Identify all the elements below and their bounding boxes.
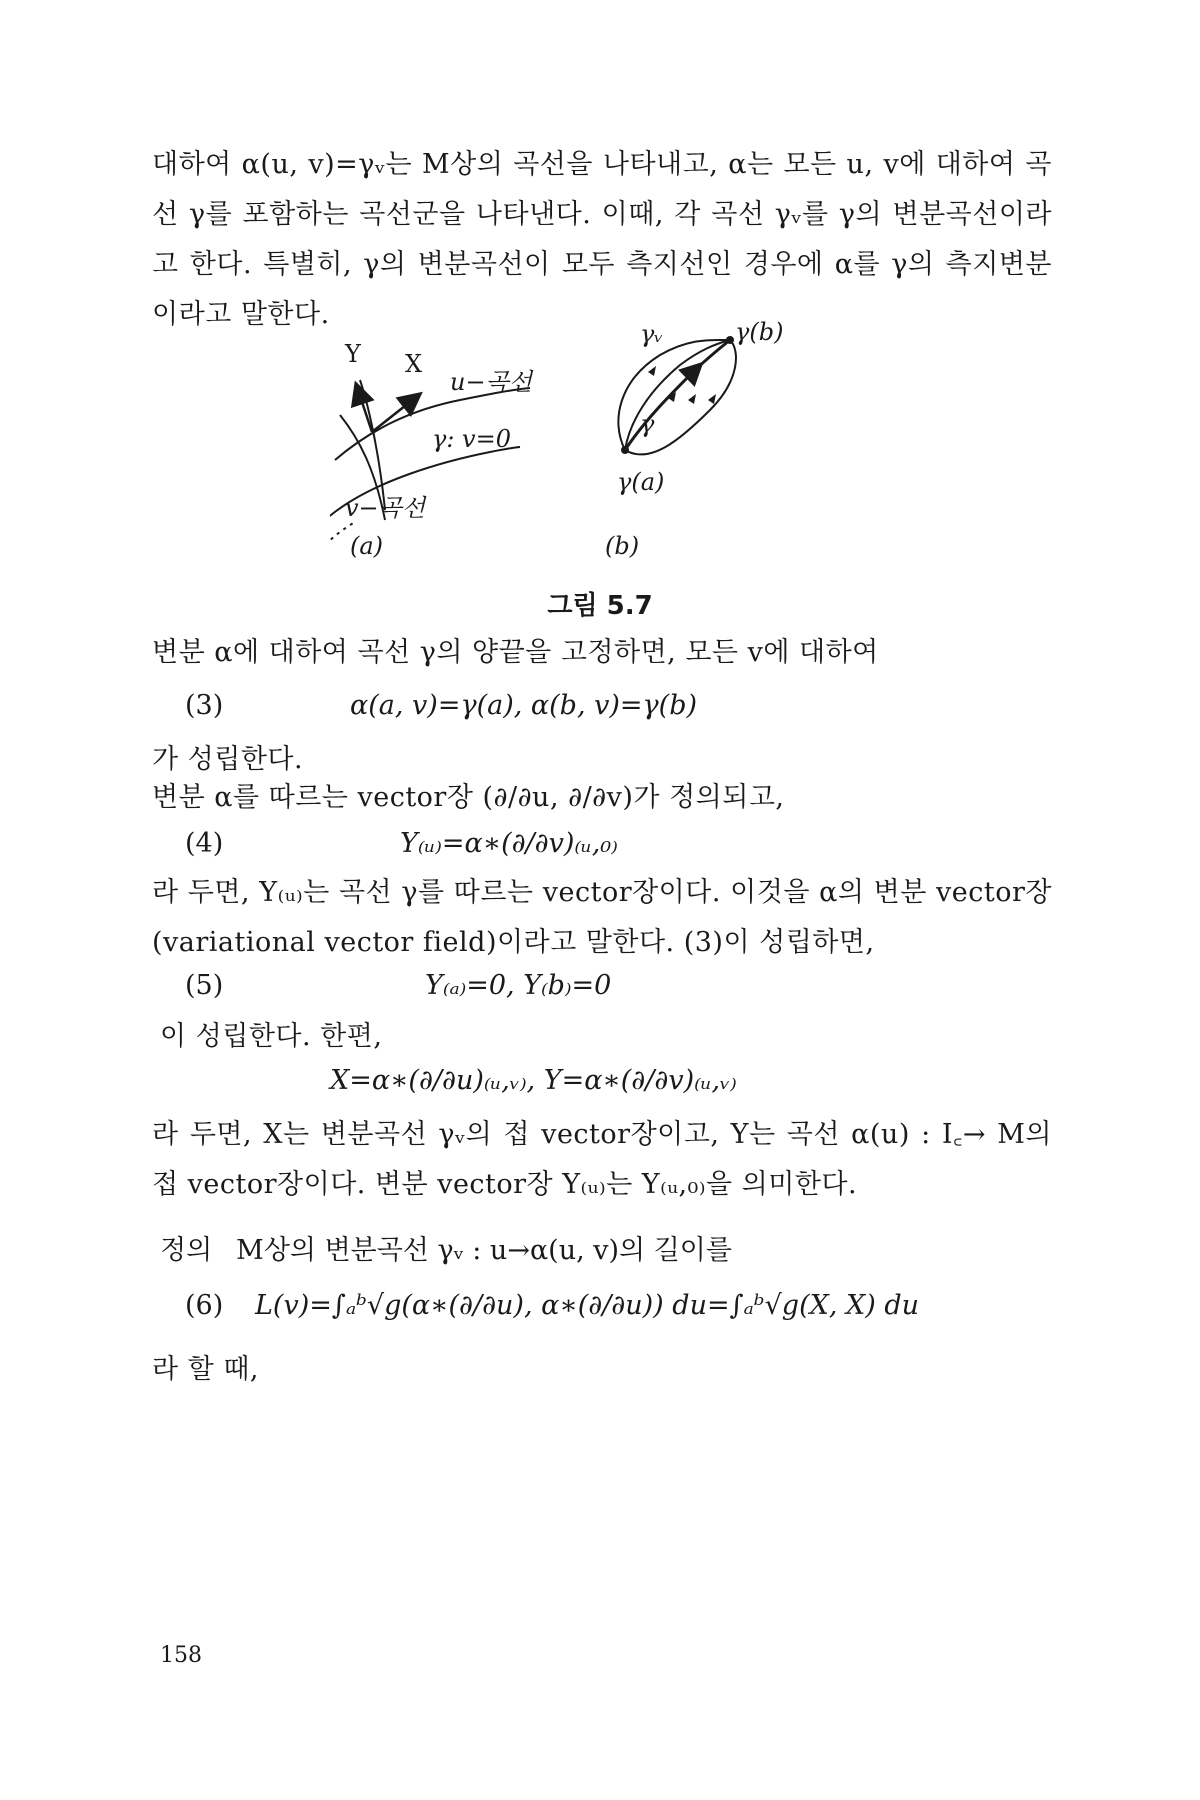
paragraph-meanwhile: 이 성립한다. 한편, bbox=[160, 1021, 383, 1052]
label-gamma-b: γ(b) bbox=[735, 318, 784, 346]
paragraph-variational-field: 라 두면, Y₍ᵤ₎는 곡선 γ를 따르는 vector장이다. 이것을 α의 변분 vector장(variational vector field)이라고 말한다. (3)이 성립하면, bbox=[152, 877, 1052, 958]
paragraph-holds: 가 성립한다. bbox=[152, 744, 304, 775]
equation-4-number: (4) bbox=[185, 828, 224, 859]
paragraph-tangent: 라 두면, X는 변분곡선 γᵥ의 접 vector장이고, Y는 곡선 α(u) : I꜀→ M의 접 vector장이다. 변분 vector장 Y₍ᵤ₎는 Y₍ᵤ,₀₎을 의미한다. bbox=[152, 1119, 1052, 1200]
equation-3: α(a, v)=γ(a), α(b, v)=γ(b) bbox=[350, 690, 698, 721]
equation-6: L(v)=∫ₐᵇ√g(α∗(∂/∂u), α∗(∂/∂u)) du=∫ₐᵇ√g(X, X) du bbox=[255, 1290, 920, 1321]
definition-label: 정의 bbox=[160, 1235, 213, 1266]
figure-b-label: (b) bbox=[605, 532, 640, 560]
equation-5-number: (5) bbox=[185, 970, 224, 1001]
equation-5: Y₍ₐ₎=0, Y₍b₎=0 bbox=[425, 970, 612, 1001]
label-y: Y bbox=[345, 340, 361, 368]
label-gamma-a: γ(a) bbox=[617, 468, 665, 496]
label-x: X bbox=[405, 350, 423, 378]
paragraph-intro: 대하여 α(u, v)=γᵥ는 M상의 곡선을 나타내고, α는 모든 u, v에 대하여 곡선 γ를 포함하는 곡선군을 나타낸다. 이때, 각 곡선 γᵥ를 γ의 변분곡선이라고 한다. 특별히, γ의 변분곡선이 모두 측지선인 경우에 α를 γ의 측지변분이라고 말한다. bbox=[152, 149, 1052, 330]
figure-caption: 그림 5.7 bbox=[547, 591, 653, 621]
equation-6-number: (6) bbox=[185, 1290, 224, 1321]
figure-a-label: (a) bbox=[350, 532, 384, 560]
label-gamma: γ bbox=[640, 410, 655, 438]
paragraph-vector-field: 변분 α를 따르는 vector장 (∂/∂u, ∂/∂v)가 정의되고, bbox=[152, 782, 785, 813]
label-gamma-v: γᵥ bbox=[640, 320, 664, 348]
definition-text: M상의 변분곡선 γᵥ : u→α(u, v)의 길이를 bbox=[236, 1235, 732, 1266]
label-gamma-v0: γ: v=0 bbox=[432, 425, 511, 453]
equation-4: Y₍ᵤ₎=α∗(∂/∂v)₍ᵤ,₀₎ bbox=[400, 828, 618, 859]
label-u-curve: u−곡선 bbox=[450, 368, 532, 396]
paragraph-endpoints: 변분 α에 대하여 곡선 γ의 양끝을 고정하면, 모든 v에 대하여 bbox=[152, 637, 879, 668]
page-number: 158 bbox=[160, 1643, 202, 1668]
definition-line bbox=[160, 1228, 732, 1267]
label-v-curve: v−곡선 bbox=[345, 494, 426, 522]
equation-3-number: (3) bbox=[185, 690, 224, 721]
equation-xy: X=α∗(∂/∂u)₍ᵤ,ᵥ₎, Y=α∗(∂/∂v)₍ᵤ,ᵥ₎ bbox=[330, 1065, 737, 1096]
paragraph-when: 라 할 때, bbox=[152, 1354, 259, 1385]
